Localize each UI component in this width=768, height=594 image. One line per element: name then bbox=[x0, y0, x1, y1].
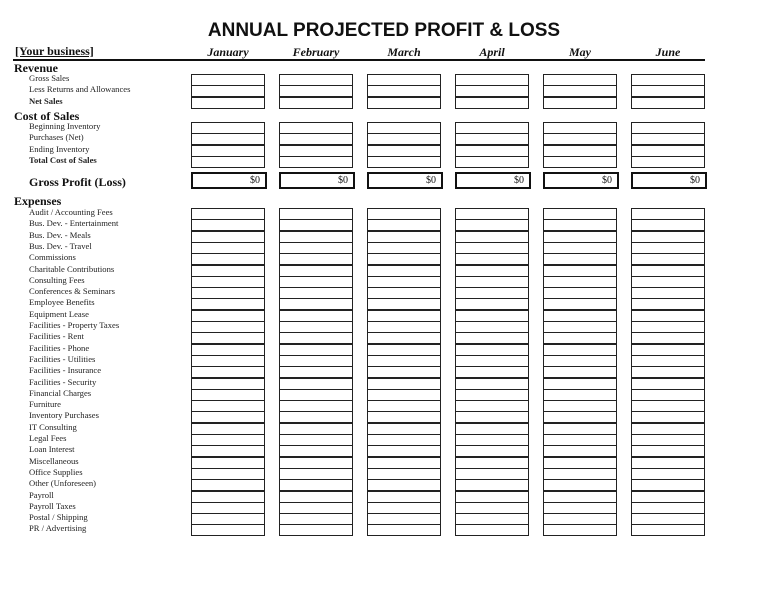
cell-net-sales-march[interactable] bbox=[367, 97, 441, 109]
cell-bus-dev-entertainment-january[interactable] bbox=[191, 219, 265, 231]
cell-less-returns-and-allowances-january[interactable] bbox=[191, 85, 265, 97]
row-label-payroll: Payroll bbox=[29, 489, 54, 500]
cell-inventory-purchases-june[interactable] bbox=[631, 411, 705, 423]
cell-furniture-march[interactable] bbox=[367, 400, 441, 412]
cell-beginning-inventory-may[interactable] bbox=[543, 122, 617, 134]
page-title: ANNUAL PROJECTED PROFIT & LOSS bbox=[207, 20, 561, 41]
cell-employee-benefits-march[interactable] bbox=[367, 298, 441, 310]
cell-employee-benefits-february[interactable] bbox=[279, 298, 353, 310]
cell-bus-dev-entertainment-february[interactable] bbox=[279, 219, 353, 231]
cell-legal-fees-april[interactable] bbox=[455, 434, 529, 446]
cell-facilities-security-april[interactable] bbox=[455, 378, 529, 390]
row-label-facilities-insurance: Facilities - Insurance bbox=[29, 365, 102, 376]
cell-financial-charges-february[interactable] bbox=[279, 389, 353, 401]
month-header-june: June bbox=[655, 45, 681, 59]
row-label-consulting-fees: Consulting Fees bbox=[29, 274, 85, 285]
row-label-purchases-net: Purchases (Net) bbox=[29, 132, 84, 143]
cell-consulting-fees-june[interactable] bbox=[631, 276, 705, 288]
cell-gross-sales-march[interactable] bbox=[367, 74, 441, 86]
row-label-it-consulting: IT Consulting bbox=[29, 421, 77, 432]
month-header-february: February bbox=[292, 45, 340, 59]
cell-audit-accounting-fees-may[interactable] bbox=[543, 208, 617, 220]
cell-commissions-april[interactable] bbox=[455, 253, 529, 265]
cell-payroll-taxes-june[interactable] bbox=[631, 502, 705, 514]
cell-payroll-taxes-march[interactable] bbox=[367, 502, 441, 514]
cell-other-unforeseen-april[interactable] bbox=[455, 479, 529, 491]
cell-bus-dev-meals-march[interactable] bbox=[367, 231, 441, 243]
cell-payroll-february[interactable] bbox=[279, 491, 353, 503]
cell-net-sales-june[interactable] bbox=[631, 97, 705, 109]
cell-consulting-fees-may[interactable] bbox=[543, 276, 617, 288]
cell-loan-interest-february[interactable] bbox=[279, 445, 353, 457]
cell-office-supplies-march[interactable] bbox=[367, 468, 441, 480]
cell-miscellaneous-january[interactable] bbox=[191, 457, 265, 469]
cell-postal-shipping-march[interactable] bbox=[367, 513, 441, 525]
cell-office-supplies-february[interactable] bbox=[279, 468, 353, 480]
cell-conferences-seminars-june[interactable] bbox=[631, 287, 705, 299]
cell-facilities-security-may[interactable] bbox=[543, 378, 617, 390]
gross-profit-cell-may bbox=[543, 172, 619, 189]
cell-office-supplies-january[interactable] bbox=[191, 468, 265, 480]
cell-financial-charges-may[interactable] bbox=[543, 389, 617, 401]
cell-facilities-phone-february[interactable] bbox=[279, 344, 353, 356]
cell-loan-interest-march[interactable] bbox=[367, 445, 441, 457]
gross-profit-cell-april bbox=[455, 172, 531, 189]
row-label-financial-charges: Financial Charges bbox=[29, 387, 92, 398]
row-label-charitable-contributions: Charitable Contributions bbox=[29, 263, 115, 274]
cell-consulting-fees-march[interactable] bbox=[367, 276, 441, 288]
cell-consulting-fees-january[interactable] bbox=[191, 276, 265, 288]
cell-furniture-february[interactable] bbox=[279, 400, 353, 412]
cell-postal-shipping-january[interactable] bbox=[191, 513, 265, 525]
cell-legal-fees-february[interactable] bbox=[279, 434, 353, 446]
cell-commissions-may[interactable] bbox=[543, 253, 617, 265]
cell-purchases-net-march[interactable] bbox=[367, 133, 441, 145]
cell-bus-dev-travel-march[interactable] bbox=[367, 242, 441, 254]
cell-facilities-rent-april[interactable] bbox=[455, 332, 529, 344]
cell-consulting-fees-april[interactable] bbox=[455, 276, 529, 288]
header-divider bbox=[13, 59, 705, 61]
cell-ending-inventory-june[interactable] bbox=[631, 145, 705, 157]
gross-profit-value: $0 bbox=[250, 175, 260, 186]
cell-bus-dev-travel-june[interactable] bbox=[631, 242, 705, 254]
cell-facilities-phone-january[interactable] bbox=[191, 344, 265, 356]
cell-bus-dev-meals-april[interactable] bbox=[455, 231, 529, 243]
row-label-postal-shipping: Postal / Shipping bbox=[29, 512, 88, 523]
row-label-beginning-inventory: Beginning Inventory bbox=[29, 121, 101, 131]
cell-financial-charges-june[interactable] bbox=[631, 389, 705, 401]
cell-less-returns-and-allowances-march[interactable] bbox=[367, 85, 441, 97]
row-label-facilities-property-taxes: Facilities - Property Taxes bbox=[29, 320, 120, 330]
cell-facilities-property-taxes-june[interactable] bbox=[631, 321, 705, 333]
cell-equipment-lease-january[interactable] bbox=[191, 310, 265, 322]
cell-facilities-rent-january[interactable] bbox=[191, 332, 265, 344]
cell-purchases-net-may[interactable] bbox=[543, 133, 617, 145]
cell-bus-dev-entertainment-june[interactable] bbox=[631, 219, 705, 231]
cell-commissions-february[interactable] bbox=[279, 253, 353, 265]
cell-inventory-purchases-january[interactable] bbox=[191, 411, 265, 423]
cell-ending-inventory-february[interactable] bbox=[279, 145, 353, 157]
cell-facilities-insurance-may[interactable] bbox=[543, 366, 617, 378]
cell-total-cost-of-sales-march[interactable] bbox=[367, 156, 441, 168]
cell-facilities-phone-march[interactable] bbox=[367, 344, 441, 356]
cell-pr-advertising-april[interactable] bbox=[455, 524, 529, 536]
cell-bus-dev-meals-may[interactable] bbox=[543, 231, 617, 243]
cell-facilities-insurance-february[interactable] bbox=[279, 366, 353, 378]
row-label-equipment-lease: Equipment Lease bbox=[29, 308, 89, 319]
cell-audit-accounting-fees-june[interactable] bbox=[631, 208, 705, 220]
cell-net-sales-february[interactable] bbox=[279, 97, 353, 109]
cell-postal-shipping-april[interactable] bbox=[455, 513, 529, 525]
cell-loan-interest-january[interactable] bbox=[191, 445, 265, 457]
cell-charitable-contributions-june[interactable] bbox=[631, 265, 705, 277]
cell-gross-sales-february[interactable] bbox=[279, 74, 353, 86]
cell-facilities-insurance-january[interactable] bbox=[191, 366, 265, 378]
gross-profit-value: $0 bbox=[690, 175, 700, 186]
row-label-loan-interest: Loan Interest bbox=[29, 444, 75, 455]
row-label-pr-advertising: PR / Advertising bbox=[29, 523, 87, 534]
cell-facilities-utilities-march[interactable] bbox=[367, 355, 441, 367]
cell-facilities-rent-june[interactable] bbox=[631, 332, 705, 344]
cell-total-cost-of-sales-january[interactable] bbox=[191, 156, 265, 168]
cell-equipment-lease-february[interactable] bbox=[279, 310, 353, 322]
row-label-facilities-utilities: Facilities - Utilities bbox=[29, 353, 96, 364]
cell-facilities-rent-february[interactable] bbox=[279, 332, 353, 344]
month-header-january: January bbox=[207, 45, 249, 59]
cell-facilities-security-march[interactable] bbox=[367, 378, 441, 390]
gross-profit-cell-march bbox=[367, 172, 443, 189]
gross-profit-value: $0 bbox=[338, 175, 348, 186]
cell-loan-interest-april[interactable] bbox=[455, 445, 529, 457]
cell-facilities-utilities-june[interactable] bbox=[631, 355, 705, 367]
cell-gross-sales-january[interactable] bbox=[191, 74, 265, 86]
cell-payroll-taxes-january[interactable] bbox=[191, 502, 265, 514]
row-label-facilities-security: Facilities - Security bbox=[29, 376, 97, 387]
cell-bus-dev-meals-june[interactable] bbox=[631, 231, 705, 243]
cell-equipment-lease-may[interactable] bbox=[543, 310, 617, 322]
row-label-net-sales: Net Sales bbox=[29, 95, 63, 106]
cell-facilities-property-taxes-february[interactable] bbox=[279, 321, 353, 333]
cell-pr-advertising-may[interactable] bbox=[543, 524, 617, 536]
cell-bus-dev-travel-april[interactable] bbox=[455, 242, 529, 254]
row-label-miscellaneous: Miscellaneous bbox=[29, 455, 79, 466]
cell-it-consulting-march[interactable] bbox=[367, 423, 441, 435]
cell-audit-accounting-fees-march[interactable] bbox=[367, 208, 441, 220]
cell-inventory-purchases-march[interactable] bbox=[367, 411, 441, 423]
row-label-facilities-phone: Facilities - Phone bbox=[29, 342, 90, 353]
row-label-furniture: Furniture bbox=[29, 399, 61, 410]
cell-ending-inventory-january[interactable] bbox=[191, 145, 265, 157]
month-header-april: April bbox=[479, 45, 505, 59]
row-label-total-cost-of-sales: Total Cost of Sales bbox=[29, 154, 97, 165]
cell-purchases-net-january[interactable] bbox=[191, 133, 265, 145]
gross-profit-cell-january bbox=[191, 172, 267, 189]
row-label-inventory-purchases: Inventory Purchases bbox=[29, 410, 99, 421]
cell-bus-dev-entertainment-march[interactable] bbox=[367, 219, 441, 231]
cell-charitable-contributions-april[interactable] bbox=[455, 265, 529, 277]
cell-pr-advertising-june[interactable] bbox=[631, 524, 705, 536]
row-label-less-returns-and-allowances: Less Returns and Allowances bbox=[29, 84, 131, 95]
cell-less-returns-and-allowances-april[interactable] bbox=[455, 85, 529, 97]
cell-net-sales-january[interactable] bbox=[191, 97, 265, 109]
cell-audit-accounting-fees-january[interactable] bbox=[191, 208, 265, 220]
cell-facilities-security-june[interactable] bbox=[631, 378, 705, 390]
cell-total-cost-of-sales-april[interactable] bbox=[455, 156, 529, 168]
cell-bus-dev-meals-january[interactable] bbox=[191, 231, 265, 243]
cell-total-cost-of-sales-may[interactable] bbox=[543, 156, 617, 168]
cell-payroll-taxes-february[interactable] bbox=[279, 502, 353, 514]
cell-facilities-rent-march[interactable] bbox=[367, 332, 441, 344]
cell-postal-shipping-june[interactable] bbox=[631, 513, 705, 525]
cell-facilities-property-taxes-may[interactable] bbox=[543, 321, 617, 333]
cell-conferences-seminars-january[interactable] bbox=[191, 287, 265, 299]
cell-purchases-net-february[interactable] bbox=[279, 133, 353, 145]
row-label-bus-dev-entertainment: Bus. Dev. - Entertainment bbox=[29, 218, 119, 229]
gross-profit-cell-june bbox=[631, 172, 707, 189]
cell-other-unforeseen-june[interactable] bbox=[631, 479, 705, 491]
cell-employee-benefits-january[interactable] bbox=[191, 298, 265, 310]
cell-financial-charges-january[interactable] bbox=[191, 389, 265, 401]
cell-payroll-taxes-april[interactable] bbox=[455, 502, 529, 514]
row-label-legal-fees: Legal Fees bbox=[29, 433, 67, 443]
cell-pr-advertising-february[interactable] bbox=[279, 524, 353, 536]
cell-office-supplies-june[interactable] bbox=[631, 468, 705, 480]
cell-less-returns-and-allowances-february[interactable] bbox=[279, 85, 353, 97]
cell-financial-charges-april[interactable] bbox=[455, 389, 529, 401]
cell-furniture-june[interactable] bbox=[631, 400, 705, 412]
cell-facilities-phone-may[interactable] bbox=[543, 344, 617, 356]
cell-commissions-january[interactable] bbox=[191, 253, 265, 265]
cell-bus-dev-entertainment-april[interactable] bbox=[455, 219, 529, 231]
row-label-audit-accounting-fees: Audit / Accounting Fees bbox=[29, 207, 113, 217]
cell-financial-charges-march[interactable] bbox=[367, 389, 441, 401]
cell-beginning-inventory-march[interactable] bbox=[367, 122, 441, 134]
cell-equipment-lease-march[interactable] bbox=[367, 310, 441, 322]
cell-total-cost-of-sales-june[interactable] bbox=[631, 156, 705, 168]
cost-of-sales-heading: Cost of Sales bbox=[14, 109, 80, 123]
cell-inventory-purchases-february[interactable] bbox=[279, 411, 353, 423]
cell-payroll-march[interactable] bbox=[367, 491, 441, 503]
cell-payroll-taxes-may[interactable] bbox=[543, 502, 617, 514]
cell-facilities-utilities-january[interactable] bbox=[191, 355, 265, 367]
cell-gross-sales-june[interactable] bbox=[631, 74, 705, 86]
cell-employee-benefits-june[interactable] bbox=[631, 298, 705, 310]
cell-ending-inventory-may[interactable] bbox=[543, 145, 617, 157]
cell-commissions-june[interactable] bbox=[631, 253, 705, 265]
cell-it-consulting-january[interactable] bbox=[191, 423, 265, 435]
cell-total-cost-of-sales-february[interactable] bbox=[279, 156, 353, 168]
cell-pr-advertising-march[interactable] bbox=[367, 524, 441, 536]
cell-inventory-purchases-may[interactable] bbox=[543, 411, 617, 423]
cell-legal-fees-january[interactable] bbox=[191, 434, 265, 446]
revenue-heading: Revenue bbox=[14, 61, 58, 75]
cell-less-returns-and-allowances-june[interactable] bbox=[631, 85, 705, 97]
cell-charitable-contributions-february[interactable] bbox=[279, 265, 353, 277]
cell-commissions-march[interactable] bbox=[367, 253, 441, 265]
cell-facilities-property-taxes-march[interactable] bbox=[367, 321, 441, 333]
cell-payroll-june[interactable] bbox=[631, 491, 705, 503]
cell-loan-interest-may[interactable] bbox=[543, 445, 617, 457]
cell-beginning-inventory-january[interactable] bbox=[191, 122, 265, 134]
cell-pr-advertising-january[interactable] bbox=[191, 524, 265, 536]
cell-facilities-phone-april[interactable] bbox=[455, 344, 529, 356]
gross-profit-label: Gross Profit (Loss) bbox=[29, 175, 126, 189]
row-label-conferences-seminars: Conferences & Seminars bbox=[29, 286, 115, 297]
row-label-employee-benefits: Employee Benefits bbox=[29, 297, 95, 308]
cell-beginning-inventory-june[interactable] bbox=[631, 122, 705, 134]
cell-miscellaneous-march[interactable] bbox=[367, 457, 441, 469]
cell-office-supplies-may[interactable] bbox=[543, 468, 617, 480]
cell-bus-dev-entertainment-may[interactable] bbox=[543, 219, 617, 231]
cell-it-consulting-april[interactable] bbox=[455, 423, 529, 435]
cell-payroll-may[interactable] bbox=[543, 491, 617, 503]
cell-gross-sales-april[interactable] bbox=[455, 74, 529, 86]
cell-postal-shipping-february[interactable] bbox=[279, 513, 353, 525]
cell-other-unforeseen-february[interactable] bbox=[279, 479, 353, 491]
cell-other-unforeseen-may[interactable] bbox=[543, 479, 617, 491]
cell-loan-interest-june[interactable] bbox=[631, 445, 705, 457]
cell-gross-sales-may[interactable] bbox=[543, 74, 617, 86]
month-header-may: May bbox=[569, 45, 591, 59]
cell-conferences-seminars-february[interactable] bbox=[279, 287, 353, 299]
row-label-payroll-taxes: Payroll Taxes bbox=[29, 500, 76, 511]
cell-bus-dev-travel-february[interactable] bbox=[279, 242, 353, 254]
cell-furniture-april[interactable] bbox=[455, 400, 529, 412]
gross-profit-cell-february bbox=[279, 172, 355, 189]
row-label-bus-dev-travel: Bus. Dev. - Travel bbox=[29, 240, 92, 251]
cell-facilities-property-taxes-april[interactable] bbox=[455, 321, 529, 333]
cell-it-consulting-june[interactable] bbox=[631, 423, 705, 435]
cell-legal-fees-march[interactable] bbox=[367, 434, 441, 446]
cell-it-consulting-february[interactable] bbox=[279, 423, 353, 435]
cell-ending-inventory-march[interactable] bbox=[367, 145, 441, 157]
cell-payroll-april[interactable] bbox=[455, 491, 529, 503]
cell-miscellaneous-may[interactable] bbox=[543, 457, 617, 469]
row-label-other-unforeseen: Other (Unforeseen) bbox=[29, 478, 97, 489]
cell-bus-dev-travel-january[interactable] bbox=[191, 242, 265, 254]
cell-postal-shipping-may[interactable] bbox=[543, 513, 617, 525]
cell-net-sales-may[interactable] bbox=[543, 97, 617, 109]
cell-furniture-january[interactable] bbox=[191, 400, 265, 412]
cell-bus-dev-meals-february[interactable] bbox=[279, 231, 353, 243]
cell-legal-fees-may[interactable] bbox=[543, 434, 617, 446]
gross-profit-value: $0 bbox=[514, 175, 524, 186]
cell-equipment-lease-june[interactable] bbox=[631, 310, 705, 322]
cell-facilities-rent-may[interactable] bbox=[543, 332, 617, 344]
business-name-field[interactable]: [Your business] bbox=[15, 44, 94, 58]
cell-purchases-net-june[interactable] bbox=[631, 133, 705, 145]
cell-charitable-contributions-may[interactable] bbox=[543, 265, 617, 277]
cell-miscellaneous-february[interactable] bbox=[279, 457, 353, 469]
cell-facilities-insurance-april[interactable] bbox=[455, 366, 529, 378]
cell-consulting-fees-february[interactable] bbox=[279, 276, 353, 288]
cell-it-consulting-may[interactable] bbox=[543, 423, 617, 435]
cell-ending-inventory-april[interactable] bbox=[455, 145, 529, 157]
cell-equipment-lease-april[interactable] bbox=[455, 310, 529, 322]
cell-inventory-purchases-april[interactable] bbox=[455, 411, 529, 423]
cell-payroll-january[interactable] bbox=[191, 491, 265, 503]
cell-bus-dev-travel-may[interactable] bbox=[543, 242, 617, 254]
cell-conferences-seminars-march[interactable] bbox=[367, 287, 441, 299]
cell-miscellaneous-april[interactable] bbox=[455, 457, 529, 469]
row-label-office-supplies: Office Supplies bbox=[29, 466, 83, 477]
cell-other-unforeseen-january[interactable] bbox=[191, 479, 265, 491]
cell-facilities-insurance-march[interactable] bbox=[367, 366, 441, 378]
cell-charitable-contributions-january[interactable] bbox=[191, 265, 265, 277]
cell-purchases-net-april[interactable] bbox=[455, 133, 529, 145]
row-label-gross-sales: Gross Sales bbox=[29, 73, 70, 83]
cell-charitable-contributions-march[interactable] bbox=[367, 265, 441, 277]
cell-conferences-seminars-may[interactable] bbox=[543, 287, 617, 299]
cell-facilities-security-january[interactable] bbox=[191, 378, 265, 390]
cell-facilities-phone-june[interactable] bbox=[631, 344, 705, 356]
row-label-bus-dev-meals: Bus. Dev. - Meals bbox=[29, 229, 91, 240]
cell-other-unforeseen-march[interactable] bbox=[367, 479, 441, 491]
cell-facilities-utilities-february[interactable] bbox=[279, 355, 353, 367]
cell-facilities-utilities-may[interactable] bbox=[543, 355, 617, 367]
row-label-ending-inventory: Ending Inventory bbox=[29, 143, 90, 154]
cell-facilities-property-taxes-january[interactable] bbox=[191, 321, 265, 333]
cell-net-sales-april[interactable] bbox=[455, 97, 529, 109]
cell-legal-fees-june[interactable] bbox=[631, 434, 705, 446]
row-label-facilities-rent: Facilities - Rent bbox=[29, 331, 84, 342]
cell-conferences-seminars-april[interactable] bbox=[455, 287, 529, 299]
cell-employee-benefits-april[interactable] bbox=[455, 298, 529, 310]
cell-less-returns-and-allowances-may[interactable] bbox=[543, 85, 617, 97]
cell-facilities-insurance-june[interactable] bbox=[631, 366, 705, 378]
cell-facilities-security-february[interactable] bbox=[279, 378, 353, 390]
expenses-heading: Expenses bbox=[14, 194, 62, 208]
cell-beginning-inventory-april[interactable] bbox=[455, 122, 529, 134]
cell-furniture-may[interactable] bbox=[543, 400, 617, 412]
month-header-march: March bbox=[387, 45, 421, 59]
cell-facilities-utilities-april[interactable] bbox=[455, 355, 529, 367]
gross-profit-value: $0 bbox=[426, 175, 436, 186]
cell-audit-accounting-fees-february[interactable] bbox=[279, 208, 353, 220]
cell-employee-benefits-may[interactable] bbox=[543, 298, 617, 310]
row-label-commissions: Commissions bbox=[29, 252, 76, 263]
cell-office-supplies-april[interactable] bbox=[455, 468, 529, 480]
cell-audit-accounting-fees-april[interactable] bbox=[455, 208, 529, 220]
gross-profit-value: $0 bbox=[602, 175, 612, 186]
cell-beginning-inventory-february[interactable] bbox=[279, 122, 353, 134]
cell-miscellaneous-june[interactable] bbox=[631, 457, 705, 469]
